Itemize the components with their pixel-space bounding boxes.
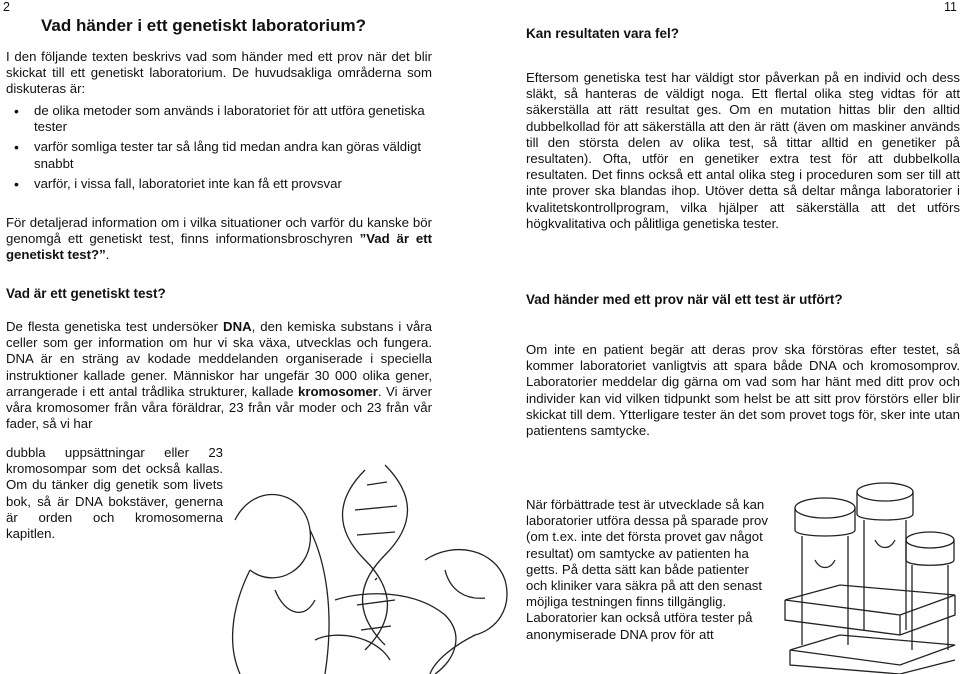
info-paragraph [6,215,432,264]
info-text: För detaljerad information om i vilka situationer och varför du kanske bör genomgå ett genetiskt test, finns informationsbroschyren [6,215,432,247]
section-heading: Vad är ett genetiskt test? [6,286,166,301]
list-item: • de olika metoder som används i laboratoriet för att utföra genetiska tester [6,103,432,135]
dna-text-a: De flesta genetiska test undersöker [6,319,224,334]
improved-tests-paragraph: När förbättrade test är utvecklade så kan laboratorier utföra dessa på sparade prov (om t.ex. inte det första provet gav något resultat) om samtycke av patienten ha getts. På detta sätt kan både patienter och kliniker vara säkra på att den senast möjliga testningen finns tillgänglig. Laboratorier kan också utföra tester på anonymiserade DNA prov för att [526,497,768,642]
kromosomer-term: kromosomer [298,383,378,399]
page-number-right: 11 [944,0,957,14]
intro-paragraph: I den följande texten beskrivs vad som händer med ett prov när det blir skickat till ett genetiskt laboratorium. De huvudsakliga områderna som diskuteras är: [6,49,432,97]
page-number-left: 2 [3,0,10,14]
list-item: • varför, i vissa fall, laboratoriet inte kan få ett provsvar [6,176,432,192]
narrow-paragraph: dubbla uppsättningar eller 23 kromosompar som det också kallas. Om du tänker dig genetik som livets bok, så är DNA bokstäver, generna är orden och kromosomerna kapitlen. [6,445,223,542]
sample-tubes-illustration [780,470,958,674]
info-end: . [105,247,110,263]
page-title: Vad händer i ett genetiskt laboratorium? [41,16,366,35]
topic-list [6,103,432,192]
dna-paragraph [6,319,432,432]
dna-term: DNA [223,319,252,334]
brochure-title: ”Vad är ett genetiskt test?” [6,231,432,263]
sample-heading: Vad händer med ett prov när väl ett test är utfört? [526,292,843,307]
dna-text-b: , den kemiska substans i våra celler som ger information om hur vi ska växa, utvecklas och fungera. DNA är en sträng av kodade meddelanden organiserade i speciella instruktioner kallade gener. Människor har ungefär 30 000 olika gener, arrangerade i ett antal trådlika strukturer, kallade [6,319,432,399]
results-paragraph: Eftersom genetiska test har väldigt stor påverkan på en individ och dess släkt, så hanteras de väldigt noga. Ett flertal olika steg vidtas för att säkerställa att rätt resultat ges. Om en mutation hittas blir den alltid dubbelkollad för att säkerställa att den är rätt (även om maskiner används till den största delen av olika test, så tittar alltid en genetiker på resultaten). Ofta, utför en genetiker extra test för att dubbelkolla resultaten. Det finns också ett antal olika steg i proceduren som ser till att inte prover ska blandas ihop. Utöver detta så deltar många laboratorier i kvalitetskontrollprogram, vilka hjälper att säkerställa att det utförs högkvalitativa och pålitliga genetiska tester. [526,70,960,231]
dna-text-c: . Vi ärver våra kromosomer från våra föräldrar, 23 från vår moder och 23 från vår fader, så vi har [6,383,432,432]
sample-paragraph: Om inte en patient begär att deras prov ska förstöras efter testet, så kommer laboratoriet vanligtvis att spara både DNA och kromosomprov. Laboratorier meddelar dig gärna om vad som har hänt med ditt prov och individer kan vid vilken tidpunkt som helst be att sitt prov förstörs eller blir skickat till dem. Ytterligare tester än det som provet togs för, sker inte utan patientens samtycke. [526,342,960,439]
list-item: • varför somliga tester tar så lång tid medan andra kan göras väldigt snabbt [6,139,432,171]
results-heading: Kan resultaten vara fel? [526,26,680,41]
dna-people-illustration [215,440,515,674]
